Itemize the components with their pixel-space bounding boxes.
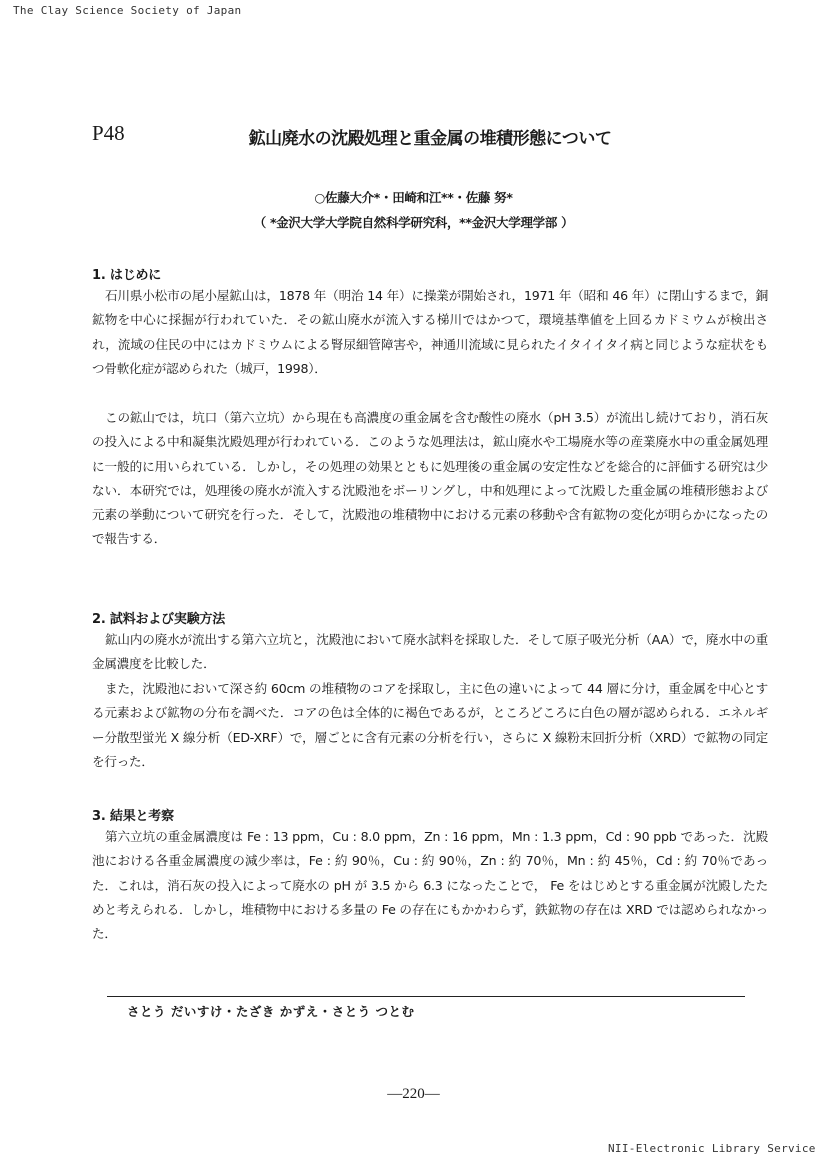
library-service-footer: NII-Electronic Library Service (608, 1142, 816, 1155)
author-kana-reading: さとう だいすけ・たざき かずえ・さとう つとむ (127, 1004, 415, 1019)
section-heading-methods: 2. 試料および実験方法 (92, 612, 226, 627)
section-heading-results: 3. 結果と考察 (92, 809, 174, 824)
footnote-divider (107, 996, 745, 997)
paragraph-methods-2: また，沈殿池において深さ約 60cm の堆積物のコアを採取し，主に色の違いによって 44 層に分け，重金属を中心とする元素および鉱物の分布を調べた．コアの色は全体的に褐色であるが，ところどころに白色の層が認められる．エネルギー分散型蛍光 X 線分析（ED-XRF）で，層ごとに含有元素の分析を行い，さらに X 線粉末回折分析（XRD）で鉱物の同定を行った． (92, 681, 768, 769)
paragraph-methods-1: 鉱山内の廃水が流出する第六立坑と，沈殿池において廃水試料を採取した．そして原子吸光分析（AA）で，廃水中の重金属濃度を比較した． (92, 632, 768, 672)
presentation-code: P48 (92, 121, 125, 145)
section-heading-introduction: 1. はじめに (92, 268, 162, 283)
paragraph-intro-2: この鉱山では，坑口（第六立坑）から現在も高濃度の重金属を含む酸性の廃水（pH 3.5）が流出し続けており，消石灰の投入による中和凝集沈殿処理が行われている．このような処理法は，鉱山廃水や工場廃水等の産業廃水中の重金属処理に一般的に用いられている．しかし，その処理の効果とともに処理後の重金属の安定性などを総合的に評価する研究は少ない．本研究では，処理後の廃水が流入する沈殿池をボーリングし，中和処理によって沈殿した重金属の堆積形態および元素の挙動について研究を行った．そして，沈殿池の堆積物中における元素の移動や含有鉱物の変化が明らかになったので報告する． (92, 410, 768, 547)
affiliation: （ *金沢大学大学院自然科学研究科，**金沢大学理学部 ） (253, 215, 574, 230)
society-header: The Clay Science Society of Japan (13, 4, 242, 17)
paragraph-intro-1: 石川県小松市の尾小屋鉱山は，1878 年（明治 14 年）に操業が開始され，1971 年（昭和 46 年）に閉山するまで，銅鉱物を中心に採掘が行われていた．その鉱山廃水が流入する梯川ではかつて，環境基準値を上回るカドミウムが検出され，流域の住民の中にはカドミウムによる腎尿細管障害や，神通川流域に見られたイタイイタイ病と同じような症状をもつ骨軟化症が認められた（城戸，1998）． (92, 288, 768, 376)
paragraph-results-1: 第六立坑の重金属濃度は Fe : 13 ppm，Cu : 8.0 ppm，Zn : 16 ppm，Mn : 1.3 ppm，Cd : 90 ppb であった．沈殿池における各重金属濃度の減少率は，Fe : 約 90％，Cu : 約 90％，Zn : 約 70％，Mn : 約 45％，Cd : 約 70％であった．これは，消石灰の投入によって廃水の pH が 3.5 から 6.3 になったことで， Fe をはじめとする重金属が沈殿したためと考えられる．しかし，堆積物中における多量の Fe の存在にもかかわらず，鉄鉱物の存在は XRD では認められなかった． (92, 829, 768, 942)
author-list: ○佐藤大介*・田崎和江**・佐藤 努* (314, 190, 513, 205)
page-number: ―220― (387, 1086, 440, 1102)
paper-title: 鉱山廃水の沈殿処理と重金属の堆積形態について (248, 129, 612, 149)
